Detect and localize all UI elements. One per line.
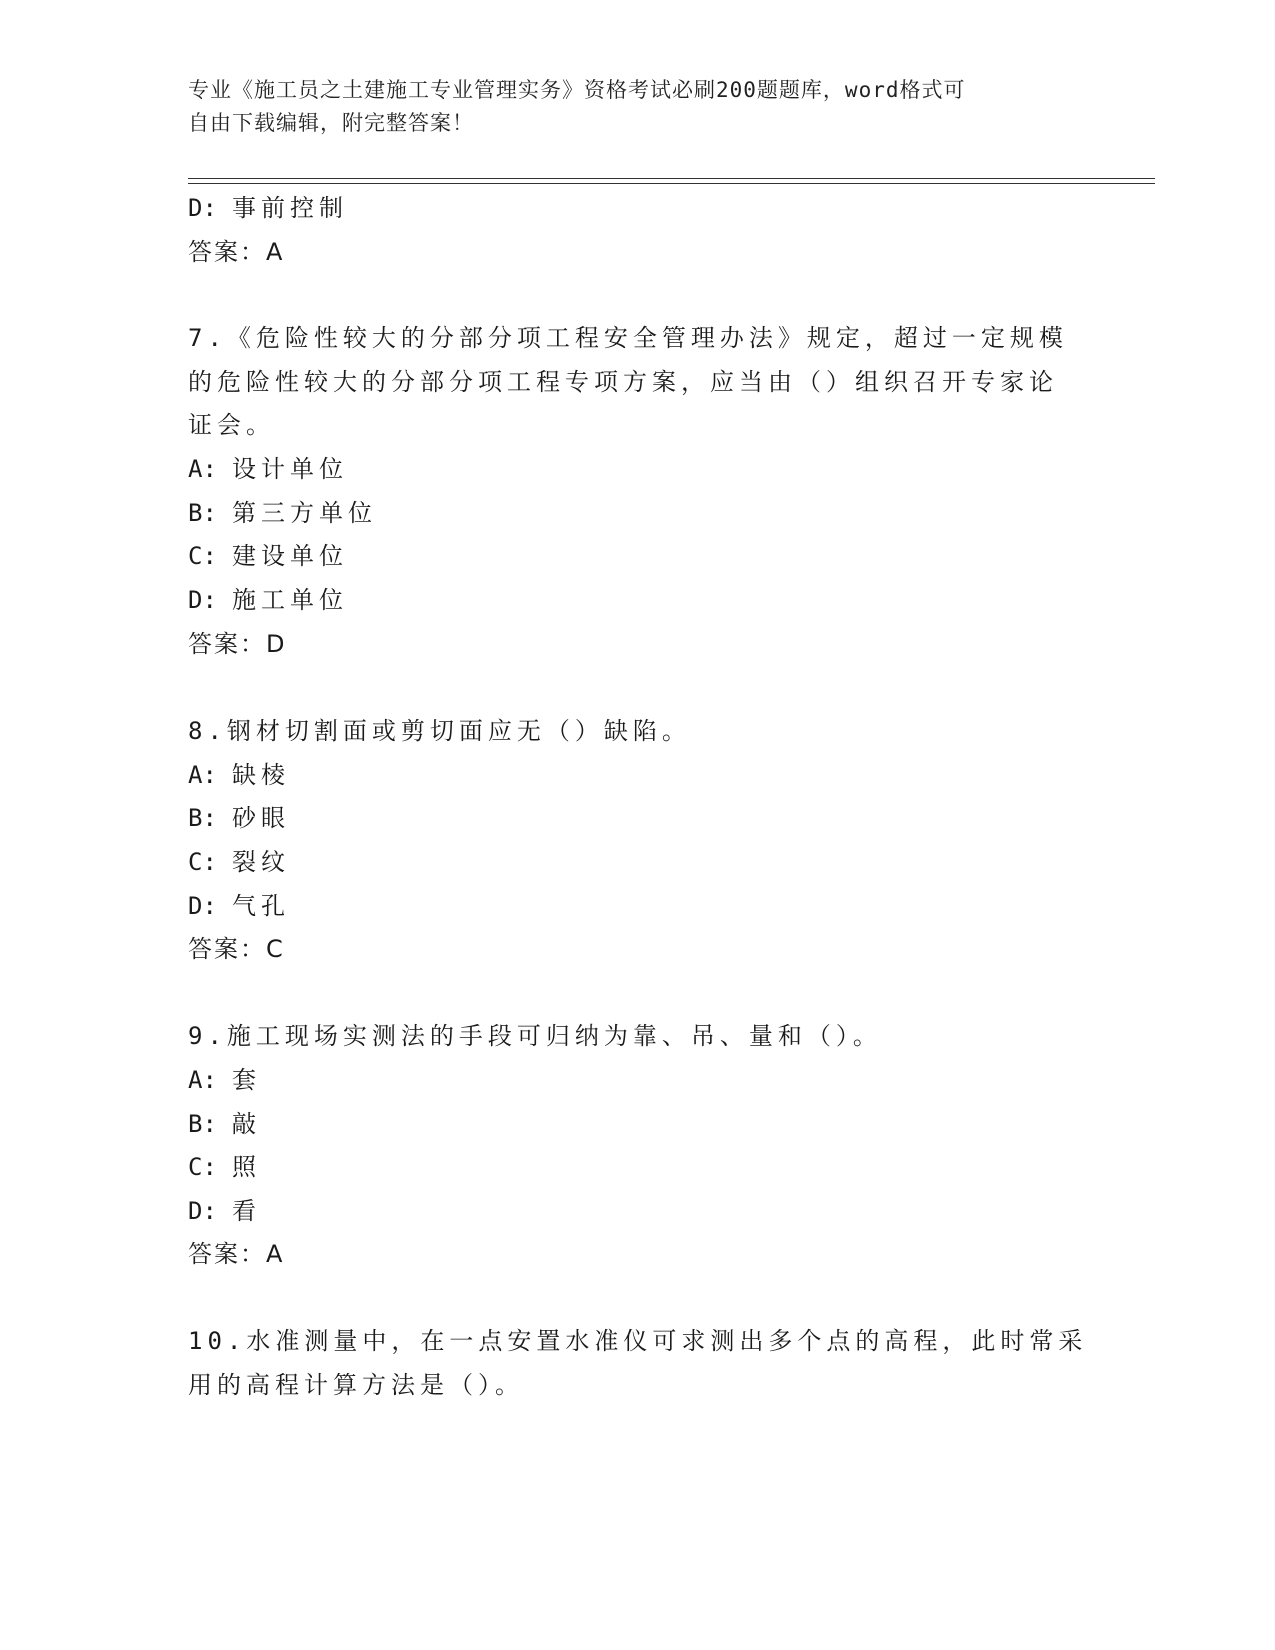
option-key: A:: [188, 1066, 217, 1094]
option-key: D:: [188, 194, 217, 222]
option-text: 事前控制: [232, 194, 348, 222]
q7-option-d: [188, 585, 348, 615]
q9-option-d: [188, 1196, 261, 1226]
q8-option-b: [188, 803, 290, 833]
option-key: C:: [188, 542, 217, 570]
q7-stem-line-3: 证会。: [188, 411, 275, 439]
option-key: C:: [188, 848, 217, 876]
option-text: 套: [232, 1066, 261, 1094]
option-text: 照: [232, 1153, 261, 1181]
option-key: C:: [188, 1153, 217, 1181]
page-header: [188, 74, 1078, 140]
header-line-2: 自由下载编辑，附完整答案！: [188, 111, 474, 135]
option-text: 气孔: [232, 892, 290, 920]
q8-option-d: [188, 891, 290, 921]
q8-stem-line-1: 8.钢材切割面或剪切面应无（）缺陷。: [188, 717, 691, 745]
q7-option-b: [188, 498, 377, 528]
option-text: 敲: [232, 1110, 261, 1138]
option-key: D:: [188, 586, 217, 614]
header-line-1: 专业《施工员之土建施工专业管理实务》资格考试必刷200题题库，word格式可: [188, 78, 966, 102]
option-key: A:: [188, 455, 217, 483]
q10-stem-line-2: 用的高程计算方法是（）。: [188, 1371, 524, 1399]
option-key: B:: [188, 804, 217, 832]
q9-answer: 答案：A: [188, 1240, 285, 1268]
option-key: A:: [188, 761, 217, 789]
q10-stem-line-1: 10.水准测量中，在一点安置水准仪可求测出多个点的高程，此时常采: [188, 1327, 1088, 1355]
option-text: 缺棱: [232, 761, 290, 789]
option-text: 看: [232, 1197, 261, 1225]
header-divider-top: [188, 178, 1155, 179]
q7-stem-line-2: 的危险性较大的分部分项工程专项方案，应当由（）组织召开专家论: [188, 368, 1058, 396]
option-key: B:: [188, 1110, 217, 1138]
option-key: B:: [188, 499, 217, 527]
option-text: 砂眼: [232, 804, 290, 832]
q9-option-c: [188, 1152, 261, 1182]
q8-option-c: [188, 847, 290, 877]
prev-answer: 答案：A: [188, 238, 285, 266]
option-text: 设计单位: [232, 455, 348, 483]
q8-answer: 答案：C: [188, 935, 285, 963]
q9-option-a: [188, 1065, 261, 1095]
q7-option-a: [188, 454, 348, 484]
option-text: 施工单位: [232, 586, 348, 614]
option-key: D:: [188, 1197, 217, 1225]
option-text: 裂纹: [232, 848, 290, 876]
q7-answer: 答案：D: [188, 630, 287, 658]
q7-option-c: [188, 541, 348, 571]
prev-option-d: [188, 193, 348, 223]
q9-option-b: [188, 1109, 261, 1139]
option-text: 建设单位: [232, 542, 348, 570]
q9-stem-line-1: 9.施工现场实测法的手段可归纳为靠、吊、量和（）。: [188, 1022, 882, 1050]
q8-option-a: [188, 760, 290, 790]
header-divider-bottom: [188, 183, 1155, 184]
q7-stem-line-1: 7.《危险性较大的分部分项工程安全管理办法》规定，超过一定规模: [188, 324, 1068, 352]
option-text: 第三方单位: [232, 499, 377, 527]
option-key: D:: [188, 892, 217, 920]
